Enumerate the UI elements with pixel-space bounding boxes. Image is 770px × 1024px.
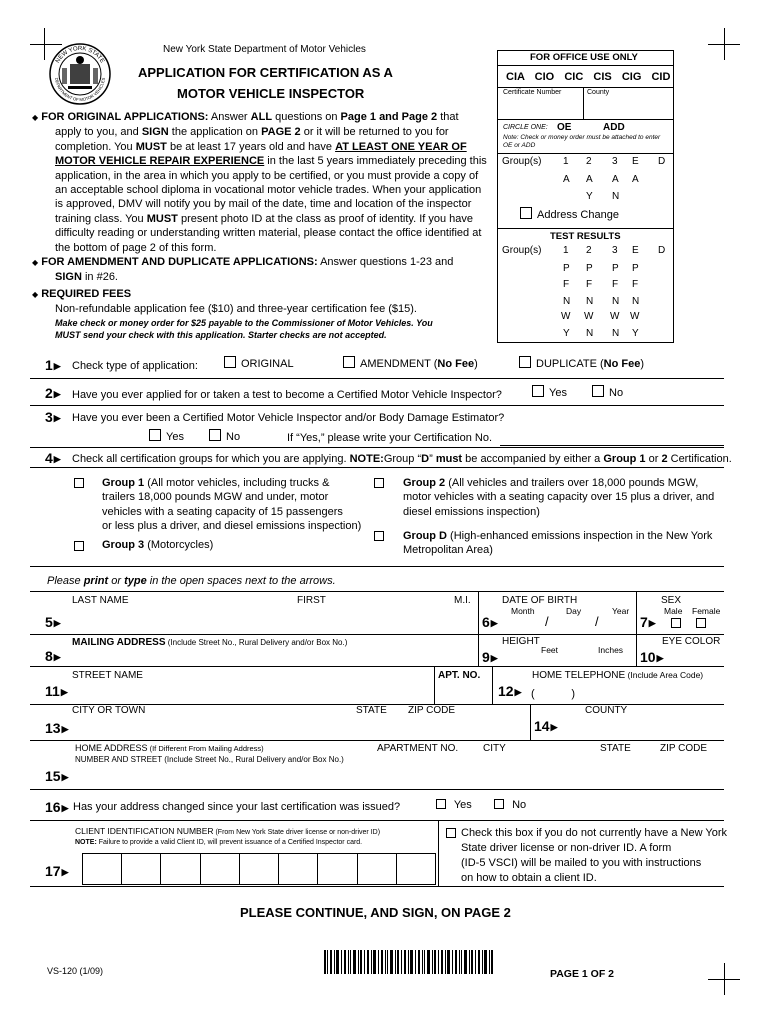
- crop-mark-bottom-right-v: [724, 963, 725, 995]
- apt-no-label: APT. NO.: [438, 670, 481, 681]
- test-y1[interactable]: Y: [563, 328, 570, 339]
- address-change-checkbox[interactable]: [520, 207, 532, 219]
- test-w2[interactable]: W: [584, 311, 594, 322]
- test-p2[interactable]: P: [586, 263, 593, 274]
- first-name-label: FIRST: [297, 595, 326, 606]
- field-9-number: 9▶: [482, 649, 498, 665]
- q16-text: Has your address changed since your last certification was issued?: [73, 801, 401, 813]
- group2-checkbox[interactable]: [374, 478, 384, 488]
- continue-message: PLEASE CONTINUE, AND SIGN, ON PAGE 2: [240, 905, 511, 920]
- field-5-number: 5▶: [45, 614, 61, 630]
- group1-description: Group 1 (All motor vehicles, including trucks & trailers 18,000 pounds MGW and under, motor vehicles with a seating capacity of 15 passengers or less plus a driver, and diesel emissions inspection): [102, 477, 362, 533]
- required-fees: ◆ REQUIRED FEES Non-refundable application fee ($10) and three-year certification fee ($15). Make check or money order for $25 payable to the Commissioner of Motor Vehicles. You MUST send your check with this application. Starter checks are not accepted.: [32, 288, 433, 340]
- q3-text: Have you ever been a Certified Motor Vehicle Inspector and/or Body Damage Estimator?: [72, 412, 505, 424]
- year-label: Year: [612, 606, 630, 616]
- crop-mark-top-left-v: [44, 28, 45, 60]
- city-label: CITY: [483, 743, 506, 754]
- field-10-number: 10▶: [640, 649, 664, 665]
- q3-yes[interactable]: [149, 429, 184, 443]
- zip-label: ZIP CODE: [408, 705, 456, 716]
- original-label: ORIGINAL: [241, 358, 294, 370]
- q2-yes[interactable]: [532, 385, 567, 399]
- duplicate-label: DUPLICATE (: [536, 358, 604, 370]
- test-groups-label: Group(s): [502, 245, 542, 256]
- q1-duplicate[interactable]: [519, 356, 644, 370]
- group3-checkbox[interactable]: [74, 541, 84, 551]
- group1-checkbox[interactable]: [74, 478, 84, 488]
- q2-number: 2▶: [45, 385, 61, 401]
- test-group-2[interactable]: 2: [586, 245, 592, 256]
- office-group-1[interactable]: 1: [563, 156, 569, 167]
- crop-mark-top-right-v: [724, 28, 725, 60]
- q16-no-label: No: [512, 799, 527, 811]
- test-n2[interactable]: N: [586, 296, 594, 307]
- original-checkbox[interactable]: [224, 356, 236, 368]
- barcode-icon: [324, 950, 494, 974]
- field-15-number: 15▶: [45, 768, 69, 784]
- q16-yes-checkbox[interactable]: [436, 799, 446, 809]
- q3-no[interactable]: [209, 429, 240, 443]
- test-group-1[interactable]: 1: [563, 245, 569, 256]
- test-n3[interactable]: N: [612, 296, 620, 307]
- field-7-number: 7▶: [640, 614, 656, 630]
- height-label: HEIGHT: [502, 636, 540, 647]
- office-group-e[interactable]: E: [632, 156, 639, 167]
- circle-one-label: CIRCLE ONE:: [503, 124, 548, 131]
- form-title-line1: APPLICATION FOR CERTIFICATION AS A: [138, 65, 393, 80]
- apartment-no-label: APARTMENT NO.: [377, 743, 459, 754]
- q1-original[interactable]: [224, 356, 294, 370]
- test-w1[interactable]: W: [561, 311, 571, 322]
- q2-text: Have you ever applied for or taken a test to become a Certified Motor Vehicle Inspector?: [72, 389, 502, 401]
- male-checkbox[interactable]: [671, 618, 681, 628]
- q1-number: 1▶: [45, 357, 61, 373]
- dob-input[interactable]: [500, 618, 632, 634]
- test-n5[interactable]: N: [586, 328, 594, 339]
- office-use-heading: FOR OFFICE USE ONLY: [530, 52, 638, 63]
- test-p1[interactable]: P: [563, 263, 570, 274]
- office-group-3[interactable]: 3: [612, 156, 618, 167]
- zip2-label: ZIP CODE: [660, 743, 708, 754]
- last-name-input[interactable]: [66, 608, 472, 632]
- field-16-number: 16▶: [45, 799, 69, 815]
- home-address-label: HOME ADDRESS (If Different From Mailing Address): [75, 743, 264, 753]
- svg-text:DEPARTMENT OF MOTOR VEHICLES: DEPARTMENT OF MOTOR VEHICLES: [54, 77, 106, 103]
- county-label: County: [587, 89, 610, 96]
- city-town-label: CITY OR TOWN: [72, 705, 146, 716]
- day-label: Day: [566, 606, 582, 616]
- field-6-number: 6▶: [482, 614, 498, 630]
- state2-label: STATE: [600, 743, 631, 754]
- test-f3[interactable]: F: [612, 279, 619, 290]
- add-option[interactable]: ADD: [603, 122, 625, 133]
- mailing-address-label: MAILING ADDRESS (Include Street No., Rural Delivery and/or Box No.): [72, 637, 348, 648]
- field-14-number: 14▶: [534, 718, 558, 734]
- page-number: PAGE 1 OF 2: [550, 968, 614, 980]
- groups-label: Group(s): [502, 156, 542, 167]
- test-w4[interactable]: W: [630, 311, 640, 322]
- q3-no-checkbox[interactable]: [209, 429, 221, 441]
- feet-label: Feet: [541, 645, 559, 655]
- cert-number-label: Certificate Number: [503, 89, 562, 96]
- q3-yes-label: Yes: [166, 431, 184, 443]
- duplicate-checkbox[interactable]: [519, 356, 531, 368]
- office-codes: CIA CIO CIC CIS CIG CID: [506, 71, 671, 83]
- q3-yes-checkbox[interactable]: [149, 429, 161, 441]
- home-telephone-label: HOME TELEPHONE (Include Area Code): [532, 670, 704, 681]
- area-code-parens[interactable]: ( ): [531, 688, 575, 700]
- office-group-a3[interactable]: A: [612, 174, 619, 185]
- department-name: New York State Department of Motor Vehicles: [163, 44, 366, 55]
- test-group-3[interactable]: 3: [612, 245, 618, 256]
- female-checkbox[interactable]: [696, 618, 706, 628]
- office-group-n[interactable]: N: [612, 191, 620, 202]
- oe-option[interactable]: OE: [557, 122, 572, 133]
- month-label: Month: [511, 606, 535, 616]
- dob-label: DATE OF BIRTH: [502, 595, 578, 606]
- field-12-number: 12▶: [498, 683, 522, 699]
- office-note: Note: Check or money order must be attached to enter OE or ADD: [503, 134, 661, 149]
- sex-label: SEX: [661, 595, 682, 606]
- test-p4[interactable]: P: [632, 263, 639, 274]
- no-client-id-checkbox[interactable]: [446, 828, 456, 838]
- office-group-a2[interactable]: A: [586, 174, 593, 185]
- q2-no-checkbox[interactable]: [592, 385, 604, 397]
- test-n4[interactable]: N: [632, 296, 640, 307]
- q4-number: 4▶: [45, 450, 61, 466]
- amendment-instructions: ◆ FOR AMENDMENT AND DUPLICATE APPLICATIONS: Answer questions 1-23 and SIGN in #26.: [32, 256, 454, 284]
- q2-yes-checkbox[interactable]: [532, 385, 544, 397]
- amendment-label: AMENDMENT (: [360, 358, 438, 370]
- q1-amendment[interactable]: [343, 356, 478, 370]
- duplicate-nofee: No Fee: [603, 358, 641, 370]
- groupd-description: Group D (High-enhanced emissions inspection in the New York Metropolitan Area): [403, 530, 713, 557]
- test-y2[interactable]: Y: [632, 328, 639, 339]
- address-change-check[interactable]: [520, 207, 619, 221]
- test-group-d[interactable]: D: [658, 245, 666, 256]
- q3-no-label: No: [226, 431, 241, 443]
- inches-label: Inches: [598, 645, 624, 655]
- male-label: Male: [664, 606, 683, 616]
- state-label: STATE: [356, 705, 387, 716]
- test-f4[interactable]: F: [632, 279, 639, 290]
- dob-slash-2: /: [595, 614, 599, 629]
- q16-yes-label: Yes: [453, 799, 472, 811]
- field-11-number: 11▶: [45, 683, 68, 699]
- q3-if-yes: If “Yes,” please write your Certification No.: [287, 432, 493, 444]
- q16-yes[interactable]: [436, 799, 472, 811]
- form-title-line2: MOTOR VEHICLE INSPECTOR: [177, 86, 365, 101]
- number-street-label: NUMBER AND STREET (Include Street No., Rural Delivery and/or Box No.): [75, 755, 344, 764]
- no-client-id-text: Check this box if you do not currently have a New York State driver license or non-driver ID. A form (ID-5 VSCI) will be mailed to you with instructions on how to obtain a client ID.: [461, 827, 727, 884]
- county-field-label: COUNTY: [585, 705, 628, 716]
- q2-no[interactable]: [592, 385, 623, 399]
- address-change-label: Address Change: [537, 209, 619, 221]
- q3-number: 3▶: [45, 409, 61, 425]
- amendment-nofee: No Fee: [437, 358, 475, 370]
- dob-slash-1: /: [545, 614, 549, 629]
- female-label: Female: [692, 606, 721, 616]
- client-id-input[interactable]: [82, 853, 436, 885]
- test-f2[interactable]: F: [586, 279, 593, 290]
- field-8-number: 8▶: [45, 648, 61, 664]
- client-id-label: CLIENT IDENTIFICATION NUMBER (From New York State driver license or non-driver ID): [75, 826, 381, 836]
- test-results-heading: TEST RESULTS: [550, 231, 621, 242]
- test-n6[interactable]: N: [612, 328, 620, 339]
- q2-no-label: No: [609, 387, 624, 399]
- form-number: VS-120 (1/09): [47, 966, 104, 976]
- svg-text:NEW YORK STATE: NEW YORK STATE: [55, 45, 105, 65]
- print-note: Please print or type in the open spaces next to the arrows.: [47, 575, 336, 587]
- field-17-number: 17▶: [45, 863, 69, 879]
- office-group-y[interactable]: Y: [586, 191, 593, 202]
- amendment-close: ): [474, 358, 478, 370]
- cert-no-line[interactable]: [500, 445, 724, 446]
- state-seal-icon: [48, 42, 112, 106]
- group3-description: Group 3 (Motorcycles): [102, 539, 214, 551]
- office-group-d[interactable]: D: [658, 156, 666, 167]
- last-name-label: LAST NAME: [72, 595, 129, 606]
- eye-color-label: EYE COLOR: [662, 636, 721, 647]
- q1-text: Check type of application:: [72, 360, 198, 372]
- test-w3[interactable]: W: [610, 311, 620, 322]
- mi-label: M.I.: [454, 595, 471, 606]
- groupd-checkbox[interactable]: [374, 531, 384, 541]
- original-applications-instructions: ◆ FOR ORIGINAL APPLICATIONS: Answer ALL questions on Page 1 and Page 2 that apply to you, and SIGN the application on PAGE 2 or it will be returned to you for completion. You MUST be at least 17 years old and have AT LEAST ONE YEAR OF MOTOR VEHICLE REPAIR EXPERIENCE in the last 5 years immediately preceding this application, in the area in which you apply to be certified, or you must provide a copy of an acceptable school diploma in vocational motor vehicle trades. When your application is approved, DMV will notify you by mail of the date, time and location of the inspector training class. You MUST present photo ID at the class as proof of identity. If you have difficulty reading or understanding written material, please contact the office identified at the bottom of page 2 of this form.: [32, 111, 487, 254]
- q16-no[interactable]: [494, 799, 526, 811]
- q2-yes-label: Yes: [549, 387, 567, 399]
- office-group-a1[interactable]: A: [563, 174, 570, 185]
- group2-description: Group 2 (All vehicles and trailers over 18,000 pounds MGW, motor vehicles with a seating capacity over 15 plus a driver, and diesel emissions inspection): [403, 477, 715, 518]
- street-name-label: STREET NAME: [72, 670, 143, 681]
- duplicate-close: ): [640, 358, 644, 370]
- test-p3[interactable]: P: [612, 263, 619, 274]
- test-group-e[interactable]: E: [632, 245, 639, 256]
- q16-no-checkbox[interactable]: [494, 799, 504, 809]
- office-group-a4[interactable]: A: [632, 174, 639, 185]
- client-id-note: NOTE: Failure to provide a valid Client ID, will prevent issuance of a Certified Inspector card.: [75, 839, 363, 846]
- office-group-2[interactable]: 2: [586, 156, 592, 167]
- amendment-checkbox[interactable]: [343, 356, 355, 368]
- q4-text: Check all certification groups for which you are applying. NOTE:Group “D” must be accompanied by either a Group 1 or 2 Certification.: [72, 453, 732, 465]
- field-13-number: 13▶: [45, 720, 69, 736]
- test-n1[interactable]: N: [563, 296, 571, 307]
- test-f1[interactable]: F: [563, 279, 570, 290]
